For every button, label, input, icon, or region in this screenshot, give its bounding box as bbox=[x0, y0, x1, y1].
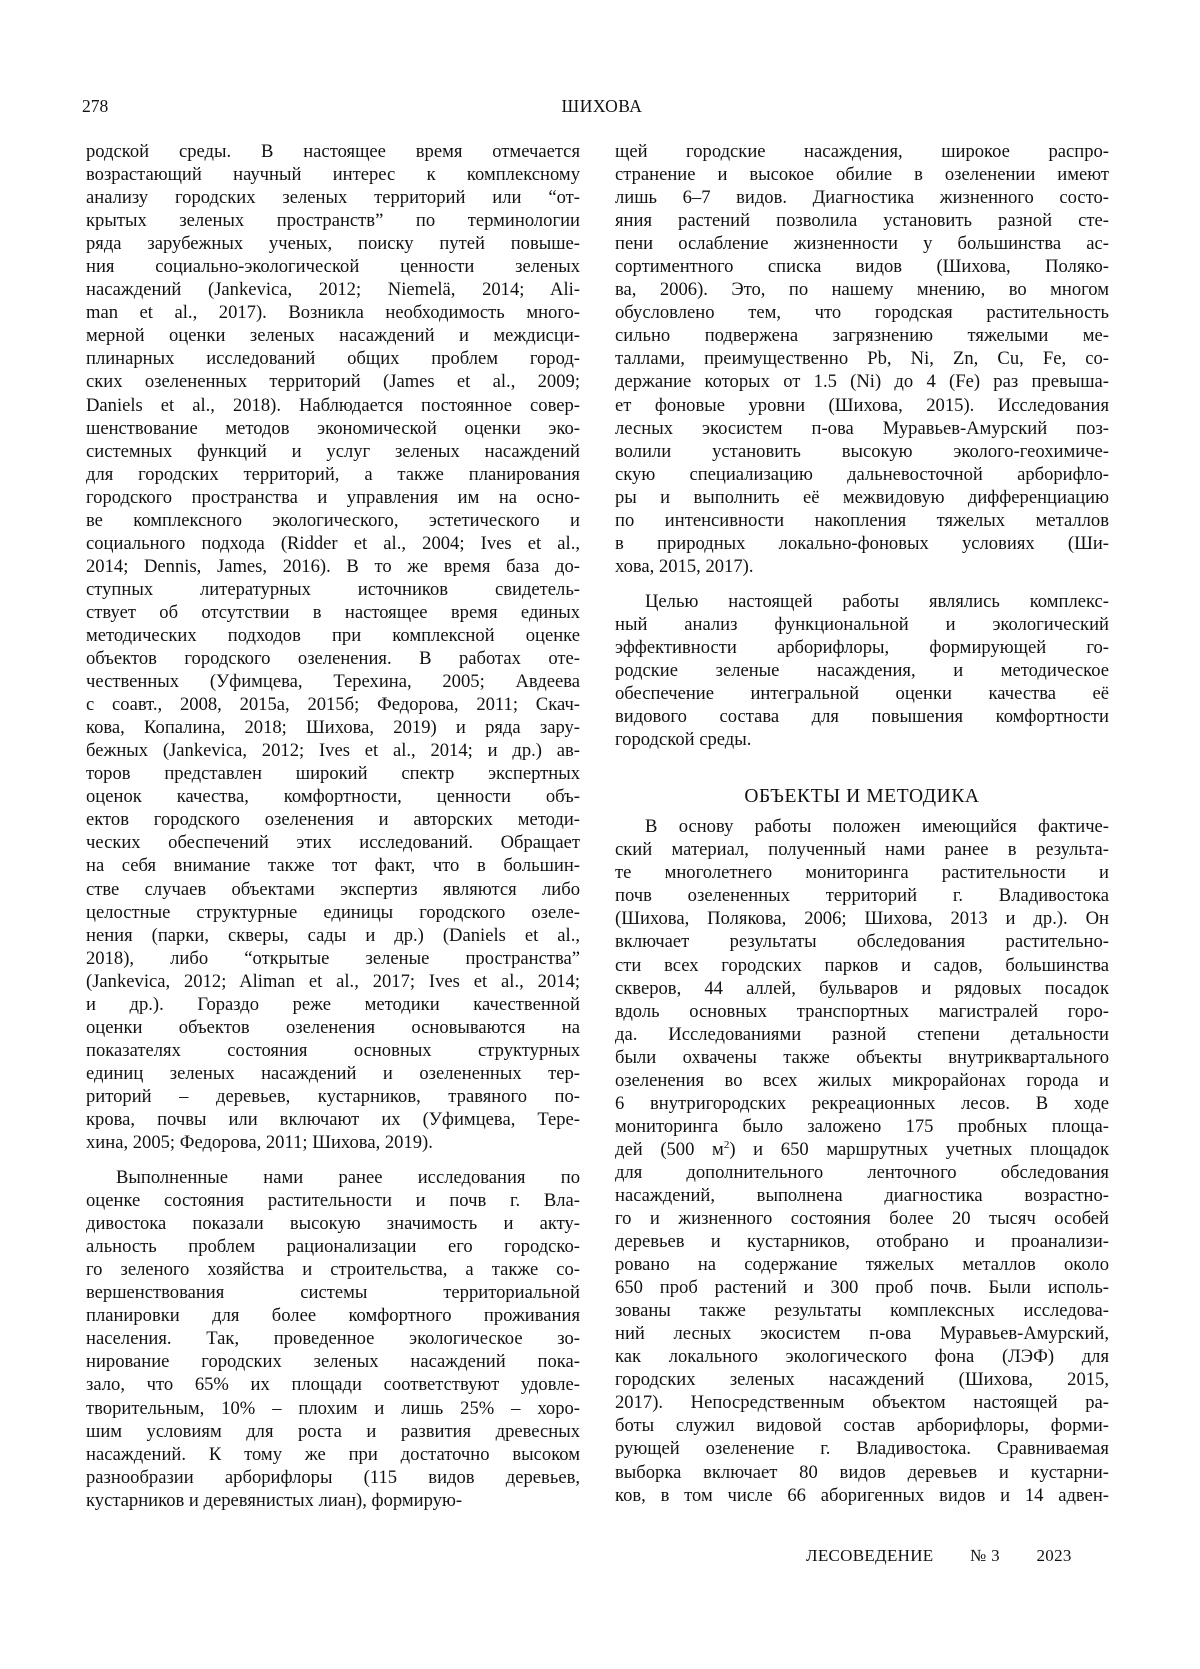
text-line: вдоль основных транспортных магистралей горо- bbox=[615, 1000, 1109, 1022]
text-line: вершенствования системы территориальной bbox=[86, 1282, 580, 1304]
text-line: городского пространства и управления им на осно- bbox=[86, 486, 580, 508]
text-line: 2017). Непосредственным объектом настоящей ра- bbox=[615, 1392, 1109, 1414]
text-line: ровано на содержание тяжелых металлов около bbox=[615, 1254, 1109, 1276]
text-line: 2014; Dennis, James, 2016). В то же время база до- bbox=[86, 555, 580, 577]
text-line: бежных (Jankevica, 2012; Ives et al., 2014; и др.) ав- bbox=[86, 740, 580, 762]
text-line: эффективности арборифлоры, формирующей го- bbox=[615, 636, 1109, 658]
text-line: разнообразии арборифлоры (115 видов деревьев, bbox=[86, 1466, 580, 1488]
text-line: зало, что 65% их площади соответствуют удовле- bbox=[86, 1374, 580, 1396]
text-line: скверов, 44 аллей, бульваров и рядовых посадок bbox=[615, 977, 1109, 999]
text-line: держание которых от 1.5 (Ni) до 4 (Fe) раз превыша- bbox=[615, 371, 1109, 393]
text-line: щей городские насаждения, широкое распро- bbox=[615, 141, 1109, 162]
text-line: крытых зеленых пространств” по терминологии bbox=[86, 210, 580, 232]
text-line: торов представлен широкий спектр экспертных bbox=[86, 763, 580, 785]
text-line: для городских территорий, а также планирования bbox=[86, 463, 580, 485]
text-line: оценке состояния растительности и почв г. Вла- bbox=[86, 1190, 580, 1212]
text-line: и др.). Гораздо реже методики качественной bbox=[86, 993, 580, 1015]
text-line: ний лесных экосистем п-ова Муравьев-Амурский, bbox=[615, 1323, 1109, 1345]
text-line: социального подхода (Ridder et al., 2004; Ives et al., bbox=[86, 532, 580, 554]
text-line: ный анализ функциональной и экологический bbox=[615, 613, 1109, 635]
text-line: выборка включает 80 видов деревьев и кустарни- bbox=[615, 1461, 1109, 1483]
text-line: да. Исследованиями разной степени детальности bbox=[615, 1023, 1109, 1045]
text-line: нения (парки, скверы, сады и др.) (Daniels et al., bbox=[86, 924, 580, 946]
text-line: кустарников и деревянистых лиан), формирую- bbox=[86, 1489, 463, 1511]
journal-name: ЛЕСОВЕДЕНИЕ bbox=[806, 1546, 934, 1565]
page-number: 278 bbox=[82, 96, 109, 116]
text-line: ры и выполнить её межвидовую дифференциацию bbox=[615, 486, 1109, 508]
text-line: скую специализацию дальневосточной арборифло- bbox=[615, 463, 1109, 485]
text-line: городских зеленых насаждений (Шихова, 2015, bbox=[615, 1369, 1109, 1391]
text-line: Daniels et al., 2018). Наблюдается постоянное совер- bbox=[86, 394, 580, 416]
text-line: включает результаты обследования растительно- bbox=[615, 931, 1109, 953]
text-line: как локального экологического фона (ЛЭФ) для bbox=[615, 1346, 1109, 1368]
text-line: сти всех городских парков и садов, большинства bbox=[615, 954, 1109, 976]
text-line: возрастающий научный интерес к комплексному bbox=[86, 164, 580, 186]
text-line: нирование городских зеленых насаждений пока- bbox=[86, 1351, 580, 1373]
text-line: показателях состояния основных структурных bbox=[86, 1039, 580, 1061]
text-line: обусловлено тем, что городская растительность bbox=[615, 302, 1109, 324]
text-line: шенствование методов экономической оценки эко- bbox=[86, 417, 580, 439]
text-line: обеспечение интегральной оценки качества её bbox=[615, 683, 1109, 705]
text-line: (Jankevica, 2012; Aliman et al., 2017; Ives et al., 2014; bbox=[86, 970, 580, 992]
text-line: сильно подвержена загрязнению тяжелыми ме- bbox=[615, 325, 1109, 347]
text-line: родской среды. В настоящее время отмечается bbox=[86, 141, 580, 162]
text-line: ступных литературных источников свидетель- bbox=[86, 578, 580, 600]
paragraph-intro-continued bbox=[86, 140, 580, 1154]
text-line: видового состава для повышения комфортности bbox=[615, 706, 1109, 728]
text-line: системных функций и услуг зеленых насаждений bbox=[86, 440, 580, 462]
text-line: сортиментного списка видов (Шихова, Поляко- bbox=[615, 256, 1109, 278]
text-line: волили установить высокую эколого-геохимиче- bbox=[615, 440, 1109, 462]
text-line: man et al., 2017). Возникла необходимость много- bbox=[86, 302, 580, 324]
text-line: 2018), либо “открытые зеленые пространства” bbox=[86, 947, 580, 969]
text-line: для дополнительного ленточного обследования bbox=[615, 1161, 1109, 1183]
text-line: ва, 2006). Это, по нашему мнению, во многом bbox=[615, 279, 1109, 301]
text-line: хова, 2015, 2017). bbox=[615, 555, 754, 577]
text-line: планировки для более комфортного проживания bbox=[86, 1305, 580, 1327]
text-line: оценок качества, комфортности, ценности объ- bbox=[86, 786, 580, 808]
text-line: зованы также результаты комплексных исследова- bbox=[615, 1300, 1109, 1322]
text-line: го зеленого хозяйства и строительства, а также со- bbox=[86, 1259, 580, 1281]
text-line: насаждений (Jankevica, 2012; Niemelä, 2014; Ali- bbox=[86, 279, 580, 301]
text-line: были охвачены также объекты внутриквартального bbox=[615, 1046, 1109, 1068]
superscript-squared: 2 bbox=[723, 1138, 730, 1151]
text-line: дивостока показали высокую значимость и акту- bbox=[86, 1213, 580, 1235]
text-line: риторий – деревьев, кустарников, травяного по- bbox=[86, 1085, 580, 1107]
text-line: ектов городского озеленения и авторских методи- bbox=[86, 809, 580, 831]
text-line: (Шихова, Полякова, 2006; Шихова, 2013 и др.). Он bbox=[615, 908, 1109, 930]
text-line: объектов городского озеленения. В работах оте- bbox=[86, 648, 580, 670]
text-line: анализу городских зеленых территорий или “от- bbox=[86, 187, 580, 209]
text-line: мерной оценки зеленых насаждений и междисци- bbox=[86, 325, 580, 347]
text-line: лишь 6–7 видов. Диагностика жизненного состо- bbox=[615, 187, 1109, 209]
text-line: Целью настоящей работы являлись комплекс- bbox=[645, 590, 1109, 612]
left-column bbox=[86, 140, 580, 1512]
text-line: ряда зарубежных ученых, поиску путей повыше- bbox=[86, 233, 580, 255]
text-line: населения. Так, проведенное экологическое зо- bbox=[86, 1328, 580, 1350]
text-line: почв озелененных территорий г. Владивостока bbox=[615, 885, 1109, 907]
text-line: мониторинга было заложено 175 пробных площа- bbox=[615, 1115, 1109, 1137]
section-heading-objects-methods: ОБЪЕКТЫ И МЕТОДИКА bbox=[744, 786, 980, 808]
text-line: ве комплексного экологического, эстетического и bbox=[86, 509, 580, 531]
text-line: 650 проб растений и 300 проб почв. Были исполь- bbox=[615, 1277, 1109, 1299]
text-line: Выполненные нами ранее исследования по bbox=[116, 1167, 580, 1189]
paragraph-aim bbox=[615, 590, 1109, 751]
text-line: го и жизненного состояния более 20 тысяч особей bbox=[615, 1208, 1109, 1230]
text-line: шим условиям для роста и развития древесных bbox=[86, 1420, 580, 1442]
text-line: странение и высокое обилие в озеленении имеют bbox=[615, 164, 1109, 186]
text-line: пени ослабление жизненности у большинства ас- bbox=[615, 233, 1109, 255]
text-line: альность проблем рационализации его городско- bbox=[86, 1236, 580, 1258]
text-line: озеленения во всех жилых микрорайонах города и bbox=[615, 1069, 1109, 1091]
text-line: В основу работы положен имеющийся фактиче- bbox=[645, 816, 1109, 838]
text-line: насаждений. К тому же при достаточно высоком bbox=[86, 1443, 580, 1465]
text-line: плинарных исследований общих проблем город- bbox=[86, 348, 580, 370]
text-line: ский материал, полученный нами ранее в результа- bbox=[615, 839, 1109, 861]
text-line: кова, Копалина, 2018; Шихова, 2019) и ряда зару- bbox=[86, 717, 580, 739]
text-line: методических подходов при комплексной оценке bbox=[86, 624, 580, 646]
running-head bbox=[82, 96, 1122, 122]
text-line: таллами, преимущественно Pb, Ni, Zn, Cu, Fe, со- bbox=[615, 348, 1109, 370]
running-title-author: ШИХОВА bbox=[561, 96, 643, 116]
page-footer bbox=[806, 1546, 1072, 1566]
text-line: по интенсивности накопления тяжелых металлов bbox=[615, 509, 1109, 531]
text-line: единиц зеленых насаждений и озелененных тер- bbox=[86, 1062, 580, 1084]
text-line: ков, в том числе 66 аборигенных видов и 14 адвен- bbox=[615, 1484, 1109, 1506]
text-line: ет фоновые уровни (Шихова, 2015). Исследования bbox=[615, 394, 1109, 416]
text-line: деревьев и кустарников, отобрано и проанализи- bbox=[615, 1231, 1109, 1253]
text-line: стве случаев объектами экспертиз являются либо bbox=[86, 878, 580, 900]
text-line: оценки объектов озеленения основываются на bbox=[86, 1016, 580, 1038]
journal-year: 2023 bbox=[1036, 1546, 1072, 1565]
text-line: 6 внутригородских рекреационных лесов. В ходе bbox=[615, 1092, 1109, 1114]
text-line: насаждений, выполнена диагностика возрастно- bbox=[615, 1184, 1109, 1206]
right-column bbox=[615, 140, 1109, 1507]
text-line: хина, 2005; Федорова, 2011; Шихова, 2019). bbox=[86, 1132, 433, 1154]
paragraph-previous-studies bbox=[86, 1166, 580, 1512]
text-line: творительным, 10% – плохим и лишь 25% – хоро- bbox=[86, 1397, 580, 1419]
text-line: рующей озеленение г. Владивостока. Сравниваемая bbox=[615, 1438, 1109, 1460]
text-line: ния социально-экологической ценности зеленых bbox=[86, 256, 580, 278]
text-line: чественных (Уфимцева, Терехина, 2005; Авдеева bbox=[86, 671, 580, 693]
text-line: городской среды. bbox=[615, 729, 752, 751]
text-line: ческих обеспечений этих исследований. Обращает bbox=[86, 832, 580, 854]
text-line: целостные структурные единицы городского озеле- bbox=[86, 901, 580, 923]
text-line-with-superscript: дей (500 $м^2$) и 650 маршрутных учетных площадок bbox=[615, 1138, 1110, 1160]
text-line: лесных экосистем п-ова Муравьев-Амурский поз- bbox=[615, 417, 1109, 439]
text-line: яния растений позволила установить разной сте- bbox=[615, 210, 1109, 232]
journal-issue: № 3 bbox=[970, 1546, 1000, 1565]
text-line: те многолетнего мониторинга растительности и bbox=[615, 862, 1109, 884]
text-line: боты служил видовой состав арборифлоры, форми- bbox=[615, 1415, 1109, 1437]
text-line: на себя внимание также тот факт, что в большин- bbox=[86, 855, 580, 877]
paragraph-methods bbox=[615, 815, 1109, 1506]
text-line: ских озелененных территорий (James et al., 2009; bbox=[86, 371, 580, 393]
text-line: с соавт., 2008, 2015а, 2015б; Федорова, 2011; Скач- bbox=[86, 694, 580, 716]
text-line: ствует об отсутствии в настоящее время единых bbox=[86, 601, 580, 623]
paragraph-diagnostics bbox=[615, 140, 1109, 578]
text-line: в природных локально-фоновых условиях (Ши- bbox=[615, 532, 1109, 554]
text-line: родские зеленые насаждения, и методическое bbox=[615, 660, 1109, 682]
text-line: крова, почвы или включают их (Уфимцева, Тере- bbox=[86, 1108, 580, 1130]
